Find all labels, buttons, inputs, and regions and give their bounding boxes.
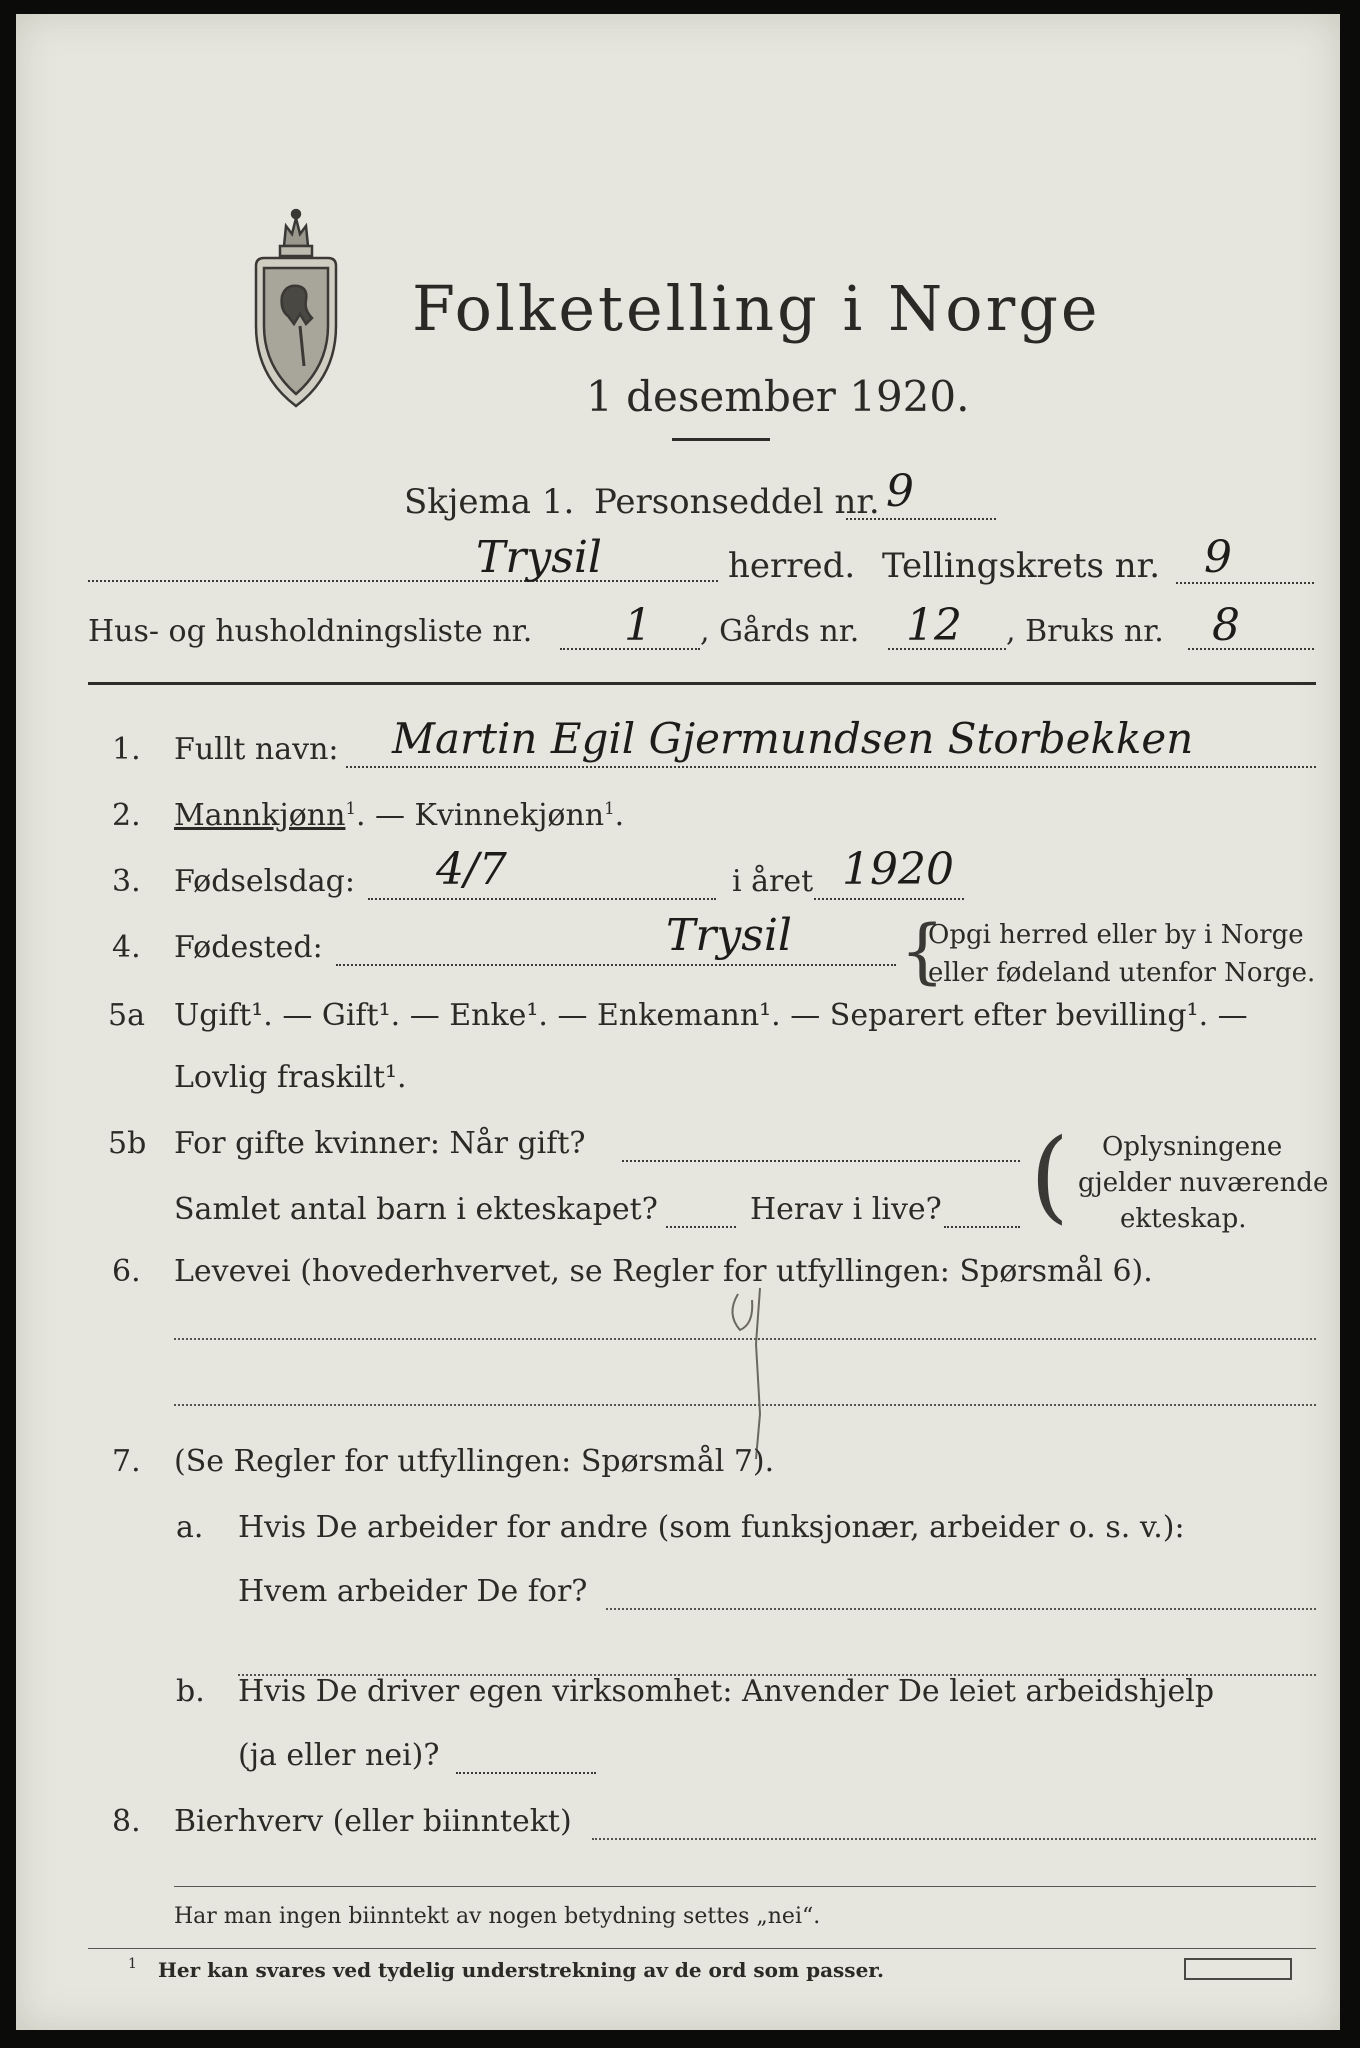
q2-options: Mannkjønn$^1$. — Kvinnekjønn$^1$. bbox=[174, 798, 625, 833]
q3-label: Fødselsdag: bbox=[174, 864, 355, 899]
footer-note: Har man ingen biinntekt av nogen betydning settes „nei“. bbox=[174, 1904, 821, 1929]
q7a-employer-label: Hvem arbeider De for? bbox=[238, 1574, 588, 1609]
q8-number: 8. bbox=[112, 1804, 141, 1839]
q7b-label: Hvis De driver egen virksomhet: Anvender De leiet arbeidshjelp bbox=[238, 1674, 1215, 1709]
footnote-divider bbox=[88, 1948, 1316, 1949]
q7-label: (Se Regler for utfyllingen: Spørsmål 7). bbox=[174, 1444, 775, 1479]
q2-male-option: Mannkjønn bbox=[174, 798, 346, 833]
q5b-alive-label: Herav i live? bbox=[750, 1192, 942, 1227]
q5b-number: 5b bbox=[108, 1126, 147, 1161]
q8-label: Bierhverv (eller biinntekt) bbox=[174, 1804, 572, 1839]
q5b-married-line bbox=[622, 1160, 1020, 1162]
coat-of-arms-icon bbox=[246, 206, 346, 416]
title-divider bbox=[672, 438, 770, 441]
q3-number: 3. bbox=[112, 864, 141, 899]
personseddel-value: 9 bbox=[886, 466, 914, 517]
footnote-number: 1 bbox=[128, 1956, 137, 1972]
hus-label: Hus- og husholdningsliste nr. bbox=[88, 614, 533, 649]
q7b-answer-label: (ja eller nei)? bbox=[238, 1738, 440, 1773]
q4-note-brace: { bbox=[900, 910, 945, 992]
q5b-note-line1: Oplysningene bbox=[1102, 1132, 1283, 1162]
q1-label: Fullt navn: bbox=[174, 732, 339, 767]
header-divider bbox=[88, 682, 1316, 685]
q4-line bbox=[336, 964, 896, 966]
q5a-options: Ugift¹. — Gift¹. — Enke¹. — Enkemann¹. — Separert efter bevilling¹. — bbox=[174, 998, 1248, 1033]
q4-value: Trysil bbox=[666, 910, 792, 961]
q7b-number: b. bbox=[176, 1674, 205, 1709]
q7a-label: Hvis De arbeider for andre (som funksjonær, arbeider o. s. v.): bbox=[238, 1510, 1185, 1545]
herred-label: herred. bbox=[728, 546, 856, 586]
q7b-answer-line bbox=[456, 1772, 596, 1774]
herred-line bbox=[88, 580, 718, 582]
q5a-number: 5a bbox=[108, 998, 145, 1033]
q5b-note-brace: ( bbox=[1030, 1117, 1070, 1234]
q3-value: 4/7 bbox=[436, 844, 507, 895]
q5b-alive-line bbox=[944, 1226, 1020, 1228]
q3-year-label: i året bbox=[732, 864, 814, 899]
q6-label: Levevei (hovederhvervet, se Regler for utfyllingen: Spørsmål 6). bbox=[174, 1254, 1153, 1289]
footnote-text: Her kan svares ved tydelig understrekning av de ord som passer. bbox=[158, 1958, 884, 1982]
q6-pencil-mark-icon bbox=[716, 1284, 796, 1464]
personseddel-label: Personseddel nr. bbox=[594, 482, 880, 522]
q5b-married-label: For gifte kvinner: Når gift? bbox=[174, 1126, 586, 1161]
q4-note-line1: Opgi herred eller by i Norge bbox=[928, 920, 1304, 950]
printer-stamp-icon bbox=[1184, 1958, 1292, 1980]
census-form-page bbox=[16, 14, 1340, 2030]
skjema-label: Skjema 1. bbox=[404, 482, 575, 522]
gards-value: 12 bbox=[906, 600, 962, 651]
q5b-note-line3: ekteskap. bbox=[1120, 1204, 1247, 1234]
hus-value: 1 bbox=[624, 600, 652, 651]
q4-note-line2: eller fødeland utenfor Norge. bbox=[928, 958, 1316, 988]
census-date: 1 desember 1920. bbox=[586, 372, 970, 421]
tellingskrets-label: Tellingskrets nr. bbox=[882, 546, 1161, 586]
q8-line bbox=[592, 1838, 1316, 1840]
q7a-number: a. bbox=[176, 1510, 204, 1545]
bruks-label: , Bruks nr. bbox=[1006, 614, 1164, 649]
page-title: Folketelling i Norge bbox=[412, 272, 1101, 345]
q7a-employer-line bbox=[606, 1608, 1316, 1610]
bruks-line bbox=[1188, 648, 1314, 650]
tellingskrets-line bbox=[1176, 582, 1314, 584]
q1-number: 1. bbox=[112, 732, 141, 767]
footer-divider bbox=[174, 1886, 1316, 1887]
personseddel-line bbox=[846, 518, 996, 520]
q1-line bbox=[346, 766, 1316, 768]
bruks-value: 8 bbox=[1212, 600, 1240, 651]
gards-label: , Gårds nr. bbox=[700, 614, 860, 649]
q3-year-value: 1920 bbox=[842, 844, 954, 895]
q6-number: 6. bbox=[112, 1254, 141, 1289]
q3-year-line bbox=[814, 898, 964, 900]
tellingskrets-value: 9 bbox=[1204, 532, 1232, 583]
herred-value: Trysil bbox=[476, 532, 602, 583]
q3-line bbox=[368, 898, 716, 900]
q7-number: 7. bbox=[112, 1444, 141, 1479]
q5a-options-cont: Lovlig fraskilt¹. bbox=[174, 1060, 407, 1095]
q5b-children-label: Samlet antal barn i ekteskapet? bbox=[174, 1192, 658, 1227]
q2-end: . bbox=[614, 798, 625, 833]
q5b-note-line2: gjelder nuværende bbox=[1078, 1168, 1329, 1198]
q2-female-option: . — Kvinnekjønn bbox=[355, 798, 605, 833]
q4-label: Fødested: bbox=[174, 930, 323, 965]
q4-number: 4. bbox=[112, 930, 141, 965]
q2-number: 2. bbox=[112, 798, 141, 833]
q1-value: Martin Egil Gjermundsen Storbekken bbox=[392, 714, 1194, 763]
q5b-children-line bbox=[666, 1226, 736, 1228]
